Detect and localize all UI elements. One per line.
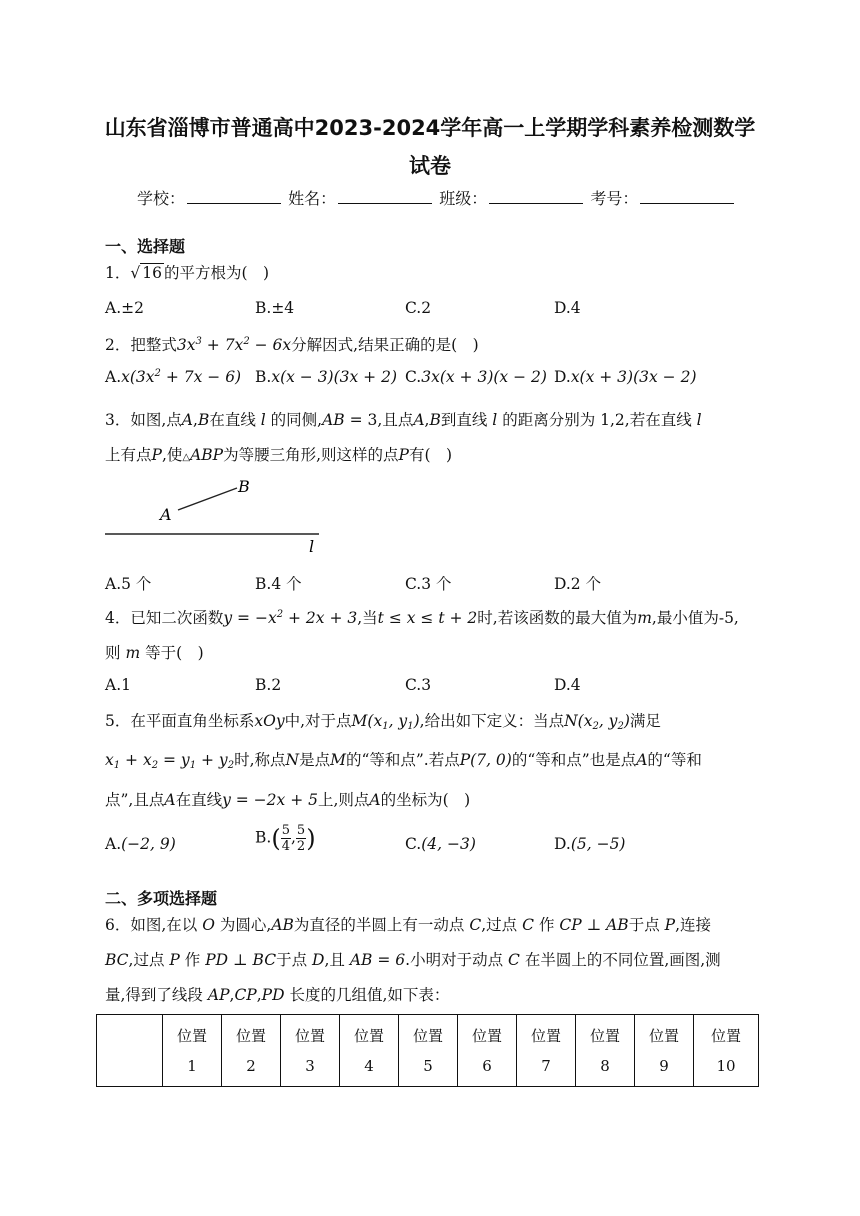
table-cell: 位置 7 (517, 1015, 576, 1087)
section-heading-multi: 二、多项选择题 (105, 889, 218, 908)
question-5-line-1: 5．在平面直角坐标系xOy中,对于点$M(x_1$, $y_1$),给出如下定义：当点$N(x_2$, $y_2$)满足 (105, 712, 661, 732)
question-3-line-1: 3．如图,点A,B在直线 l 的同侧,AB = 3,且点A,B到直线 l 的距离分别为 1,2,若在直线 l (105, 411, 702, 429)
q3-option-b[interactable]: B.4 个 (255, 575, 302, 593)
question-4-line-2: 则 m 等于( ) (105, 644, 204, 662)
q6-measurement-table (96, 1014, 759, 1087)
school-blank[interactable] (187, 189, 281, 204)
q3-figure (100, 475, 330, 555)
q2-option-d[interactable]: D.x(x + 3)(3x − 2) (554, 368, 697, 386)
name-label: 姓名： (288, 189, 337, 208)
q1-option-d[interactable]: D.4 (554, 299, 581, 317)
q5-option-c[interactable]: C.(4, −3) (405, 835, 476, 853)
sqrt-radicand: 16 (142, 264, 162, 282)
question-6-line-1: 6．如图,在以 O 为圆心,AB为直径的半圆上有一动点 C,过点 C 作 CP ⊥ AB于点 P,连接 (105, 916, 712, 934)
line-l-label: l (309, 537, 315, 555)
section-heading-choice: 一、选择题 (105, 237, 186, 256)
segment-ab (178, 488, 237, 510)
table-row (97, 1015, 759, 1087)
table-cell: 位置 1 (163, 1015, 222, 1087)
class-blank[interactable] (489, 189, 583, 204)
table-cell: 位置 5 (399, 1015, 458, 1087)
student-info-row (137, 186, 736, 209)
question-6-line-3: 量,得到了线段 AP,CP,PD 长度的几组值,如下表： (105, 986, 450, 1004)
exam-title-continued: 试卷 (409, 154, 451, 178)
question-1: 1．√ 16 的平方根为( ) (105, 264, 270, 282)
table-cell: 位置 8 (576, 1015, 635, 1087)
question-3-line-2: 上有点P,使△ABP为等腰三角形,则这样的点P有( ) (105, 446, 453, 464)
q5-option-b[interactable]: B.( $\frac{5}{4}$ , $\frac{5}{2}$ ) (255, 823, 316, 854)
table-cell: 位置 4 (340, 1015, 399, 1087)
q4-option-b[interactable]: B.2 (255, 676, 282, 694)
question-4-line-1: 4．已知二次函数$y = -x^2 + 2x + 3$,当t ≤ x ≤ t + 2时,若该函数的最大值为m,最小值为-5, (105, 609, 739, 627)
table-cell: 位置 10 (694, 1015, 759, 1087)
name-blank[interactable] (338, 189, 432, 204)
q1-option-b[interactable]: B.±4 (255, 299, 295, 317)
table-cell (97, 1015, 163, 1087)
table-cell: 位置 9 (635, 1015, 694, 1087)
q3-option-a[interactable]: A.5 个 (105, 575, 152, 593)
question-5-line-2: $x_1 + x_2 = y_1 + y_2$时,称点N是点M的“等和点”.若点P(7, 0)的“等和点”也是点A的“等和 (105, 751, 702, 771)
q1-option-c[interactable]: C.2 (405, 299, 432, 317)
exam-title: 山东省淄博市普通高中2023-2024学年高一上学期学科素养检测数学 (104, 116, 756, 140)
point-b-label: B (238, 477, 250, 496)
q3-option-d[interactable]: D.2 个 (554, 575, 602, 593)
q2-polynomial: $3x^3 + 7x^2 - 6x$ (176, 336, 292, 354)
q3-option-c[interactable]: C.3 个 (405, 575, 452, 593)
sqrt-symbol: √ (130, 264, 141, 282)
q2-option-b[interactable]: B.x(x − 3)(3x + 2) (255, 368, 398, 386)
question-6-line-2: BC,过点 P 作 PD ⊥ BC于点 D,且 AB = 6.小明对于动点 C 在半圆上的不同位置,画图,测 (105, 951, 721, 969)
class-label: 班级： (439, 189, 488, 208)
q2-option-c[interactable]: C.3x(x + 3)(x − 2) (405, 368, 547, 386)
table-cell: 位置 2 (222, 1015, 281, 1087)
q5-option-d[interactable]: D.(5, −5) (554, 835, 626, 853)
table-cell: 位置 6 (458, 1015, 517, 1087)
exam-no-label: 考号： (590, 189, 639, 208)
q4-option-a[interactable]: A.1 (105, 676, 131, 694)
question-2: 2．把整式$3x^3 + 7x^2 - 6x$分解因式,结果正确的是( ) (105, 336, 479, 354)
q4-option-d[interactable]: D.4 (554, 676, 581, 694)
question-5-line-3: 点”,且点A在直线y = −2x + 5上,则点A的坐标为( ) (105, 791, 471, 809)
q1-option-a[interactable]: A.±2 (105, 299, 144, 317)
table-cell: 位置 3 (281, 1015, 340, 1087)
q5-option-a[interactable]: A.(−2, 9) (105, 835, 176, 853)
point-a-label: A (160, 505, 172, 524)
school-label: 学校： (137, 189, 186, 208)
q4-option-c[interactable]: C.3 (405, 676, 432, 694)
q2-option-a[interactable]: $A.x(3x^2 + 7x - 6)$ (105, 368, 242, 386)
exam-no-blank[interactable] (640, 189, 734, 204)
